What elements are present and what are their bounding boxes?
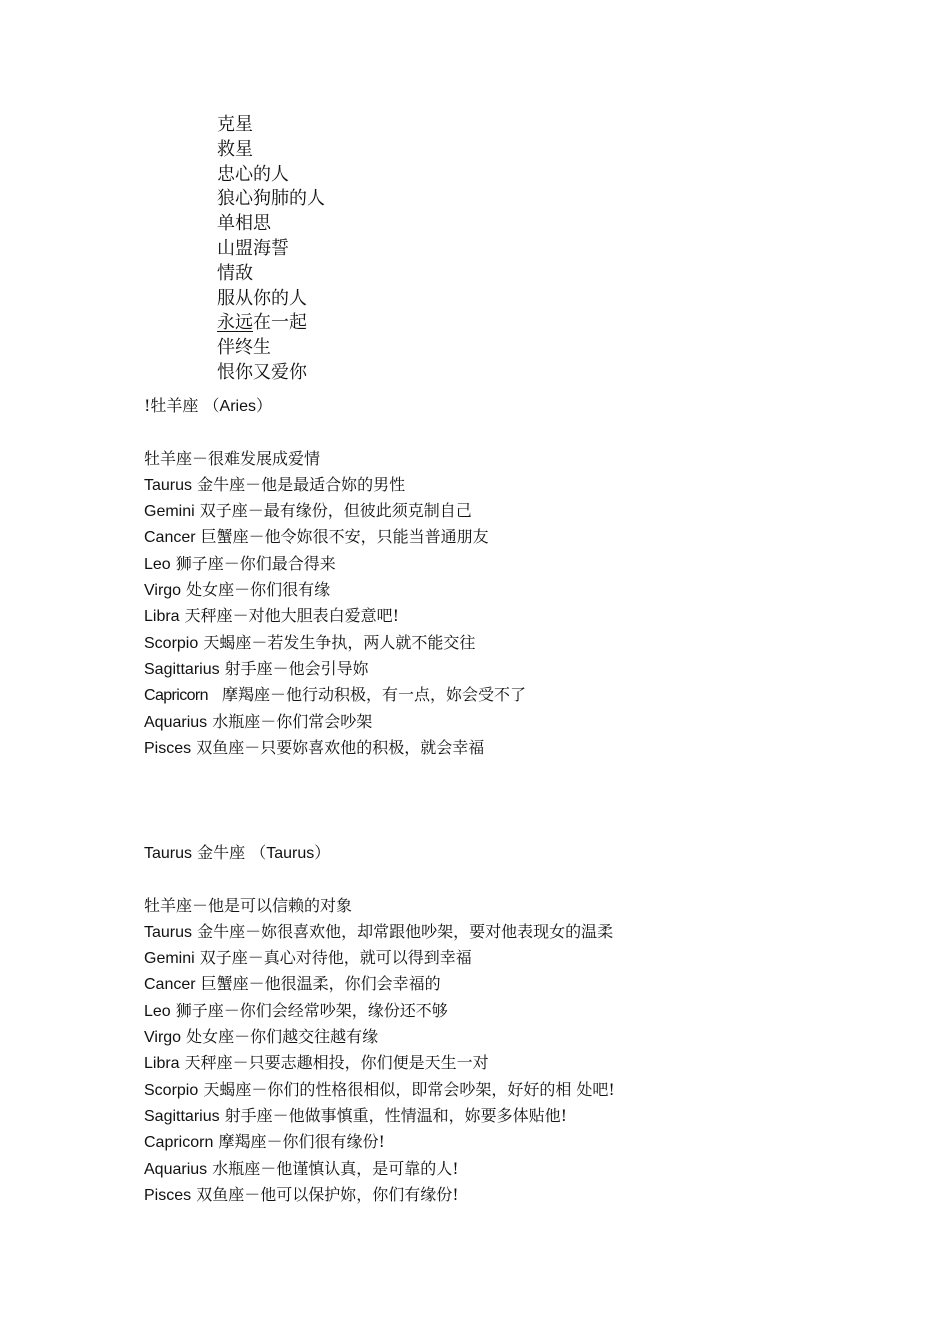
heading-zh: 金牛座 （: [192, 843, 267, 862]
list-item: [217, 187, 325, 212]
sign-en: Libra: [144, 1055, 180, 1073]
sign-en: Virgo: [144, 1029, 182, 1047]
blank-line: [144, 866, 844, 892]
compat-row: [144, 735, 844, 761]
sign-en: Pisces: [144, 1186, 192, 1204]
sign-en: Virgo: [144, 582, 182, 600]
aries-section: [144, 393, 844, 761]
sign-en: Sagittarius: [144, 660, 220, 678]
sign-desc: 天秤座－只要志趣相投，你们便是天生一对: [179, 1053, 489, 1073]
sign-en: Cancer: [144, 976, 196, 994]
heading-suffix: ）: [314, 843, 331, 862]
list-item-text: 伴终生: [217, 337, 271, 359]
compat-row: [144, 1129, 844, 1155]
list-item: [217, 163, 325, 188]
compat-row: [144, 1077, 844, 1103]
sign-desc: 金牛座－妳很喜欢他，却常跟他吵架，要对他表现女的温柔: [192, 921, 614, 941]
row-text: 牡羊座－他是可以信赖的对象: [144, 895, 353, 915]
compat-row: [144, 682, 844, 708]
compat-row: [144, 919, 844, 945]
list-item-text: 狼心狗肺的人: [217, 188, 325, 210]
list-item: [217, 311, 325, 336]
list-item: [217, 212, 325, 237]
compat-row: [144, 1103, 844, 1129]
sign-en: Pisces: [144, 739, 192, 757]
sign-desc: 水瓶座－他谨慎认真，是可靠的人!: [207, 1158, 459, 1178]
sign-en: Aquarius: [144, 1160, 208, 1178]
compat-row: [144, 1156, 844, 1182]
list-item-text: 服从你的人: [217, 287, 307, 309]
compat-row: [144, 498, 844, 524]
heading-prefix: !牡羊座 （: [144, 396, 220, 415]
list-item-text: 忠心的人: [217, 163, 289, 185]
sign-desc: 水瓶座－你们常会吵架: [207, 711, 373, 731]
sign-desc: 天蝎座－若发生争执，两人就不能交往: [198, 632, 476, 652]
row-text: 牡羊座－很难发展成爱情: [144, 448, 321, 468]
sign-desc: 金牛座－他是最适合妳的男性: [192, 474, 406, 494]
sign-desc: 天蝎座－你们的性格很相似，即常会吵架，好好的相 处吧!: [198, 1079, 615, 1099]
compat-row: [144, 1182, 844, 1208]
sign-desc: 双子座－最有缘份，但彼此须克制自己: [194, 501, 472, 521]
compat-row-first: [144, 446, 844, 472]
sign-desc: 双鱼座－他可以保护妳，你们有缘份!: [191, 1184, 459, 1204]
sign-desc: 处女座－你们越交往越有缘: [181, 1027, 379, 1047]
sign-en: Taurus: [144, 923, 193, 941]
compat-row: [144, 998, 844, 1024]
compat-row: [144, 1024, 844, 1050]
list-item: [217, 138, 325, 163]
sign-desc: 射手座－他会引导妳: [219, 658, 369, 678]
list-item-text: 恨你又爱你: [217, 361, 307, 383]
list-item-text: 情敌: [217, 262, 253, 284]
heading-en-paren: Taurus: [266, 845, 315, 862]
sign-en: Gemini: [144, 950, 195, 968]
sign-en: Libra: [144, 608, 180, 626]
sign-en: Scorpio: [144, 634, 199, 652]
list-item: [217, 361, 325, 386]
heading-en: Taurus: [144, 845, 193, 862]
relationship-term-list: [217, 113, 325, 386]
sign-en: Capricorn: [144, 687, 208, 705]
sign-en: Sagittarius: [144, 1107, 220, 1125]
taurus-section: [144, 840, 844, 1208]
underlined-text: 永远: [217, 312, 253, 334]
compat-row: [144, 656, 844, 682]
list-item: [217, 262, 325, 287]
heading-suffix: ）: [255, 396, 272, 415]
compat-row: [144, 603, 844, 629]
blank-line: [144, 419, 844, 445]
sign-en: Leo: [144, 555, 171, 573]
sign-desc: 狮子座－你们会经常吵架，缘份还不够: [170, 1000, 448, 1020]
compat-row: [144, 971, 844, 997]
sign-desc: 摩羯座－你们很有缘份!: [213, 1132, 385, 1152]
list-item: [217, 237, 325, 262]
compat-row-first: [144, 893, 844, 919]
list-item: [217, 113, 325, 138]
compat-row: [144, 551, 844, 577]
sign-desc: 双子座－真心对待他，就可以得到幸福: [194, 948, 472, 968]
section-heading: [144, 393, 844, 419]
sign-en: Taurus: [144, 476, 193, 494]
sign-desc: 射手座－他做事慎重，性情温和，妳要多体贴他!: [219, 1105, 568, 1125]
compat-row: [144, 1050, 844, 1076]
list-item: [217, 287, 325, 312]
sign-desc: 双鱼座－只要妳喜欢他的积极，就会幸福: [191, 737, 485, 757]
list-item-text: 克星: [217, 114, 253, 135]
list-item-text: 单相思: [217, 213, 271, 235]
list-item-text: 山盟海誓: [217, 237, 289, 259]
sign-desc: 处女座－你们很有缘: [181, 580, 331, 600]
heading-en: Aries: [219, 398, 256, 415]
section-heading: [144, 840, 844, 866]
sign-en: Leo: [144, 1002, 171, 1020]
sign-en: Capricorn: [144, 1134, 214, 1152]
compat-row: [144, 472, 844, 498]
compat-row: [144, 945, 844, 971]
compat-row: [144, 709, 844, 735]
sign-desc: 狮子座－你们最合得来: [170, 553, 336, 573]
sign-en: Aquarius: [144, 713, 208, 731]
sign-en: Cancer: [144, 529, 196, 547]
list-item-text: 救星: [217, 138, 253, 160]
sign-desc: 巨蟹座－他很温柔，你们会幸福的: [195, 974, 441, 994]
sign-en: Gemini: [144, 503, 195, 521]
compat-row: [144, 524, 844, 550]
compat-row: [144, 630, 844, 656]
list-item: [217, 336, 325, 361]
sign-en: Scorpio: [144, 1081, 199, 1099]
sign-desc: 巨蟹座－他令妳很不安，只能当普通朋友: [195, 527, 489, 547]
sign-desc: 摩羯座－他行动积极，有一点，妳会受不了: [221, 685, 526, 705]
list-item-text: 在一起: [253, 312, 307, 334]
sign-desc: 天秤座－对他大胆表白爱意吧!: [179, 606, 400, 626]
compat-row: [144, 577, 844, 603]
